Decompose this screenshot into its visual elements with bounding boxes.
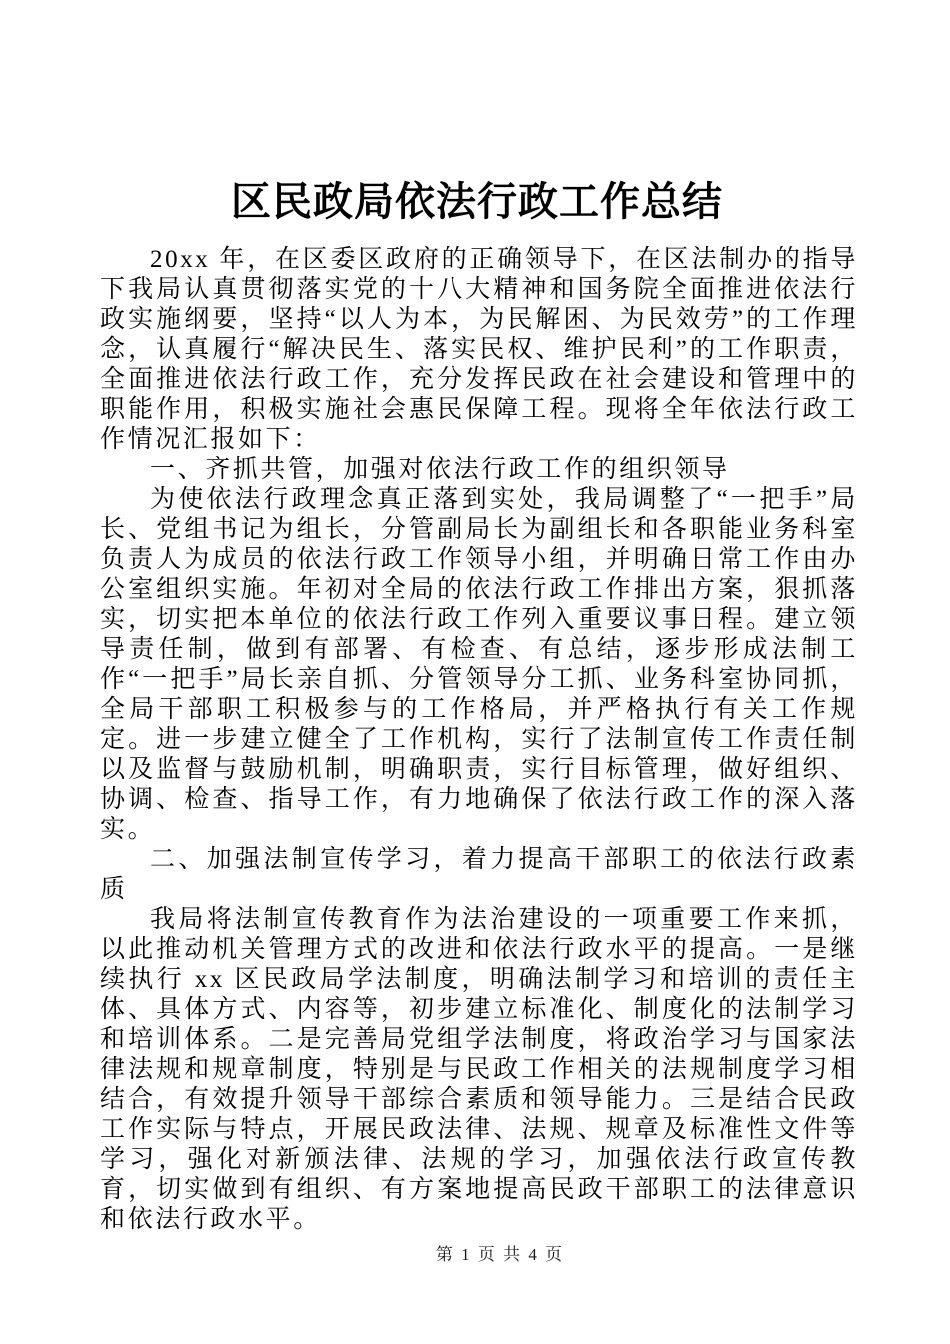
section-1-paragraph: 为使依法行政理念真正落到实处，我局调整了“一把手”局长、党组书记为组长，分管副局长为副组长和各职能业务科室负责人为成员的依法行政工作领导小组，并明确日常工作由办公室组织实施。年初对全局的依法行政工作排出方案，狠抓落实，切实把本单位的依法行政工作列入重要议事日程。建立领导责任制，做到有部署、有检查、有总结，逐步形成法制工作“一把手”局长亲自抓、分管领导分工抓、业务科室协同抓，全局干部职工积极参与的工作格局，并严格执行有关工作规定。进一步建立健全了工作机构，实行了法制宣传工作责任制以及监督与鼓励机制，明确职责，实行目标管理，做好组织、协调、检查、指导工作，有力地确保了依法行政工作的深入落实。: [100, 486, 858, 843]
document-title: 区民政局依法行政工作总结: [231, 179, 723, 224]
paragraph-intro: 20xx 年，在区委区政府的正确领导下，在区法制办的指导下我局认真贯彻落实党的十八大精神和国务院全面推进依法行政实施纲要，坚持“以人为本，为民解困、为民效劳”的工作理念，认真履行“解决民生、落实民权、维护民利”的工作职责，全面推进依法行政工作，充分发挥民政在社会建设和管理中的职能作用，积极实施社会惠民保障工程。现将全年依法行政工作情况汇报如下：: [100, 246, 858, 453]
page-footer: [0, 1243, 950, 1267]
section-2-heading: 二、加强法制宣传学习，着力提高干部职工的依法行政素质: [100, 846, 858, 903]
section-2-paragraph: 我局将法制宣传教育作为法治建设的一项重要工作来抓，以此推动机关管理方式的改进和依法行政水平的提高。一是继续执行 xx 区民政局学法制度，明确法制学习和培训的责任主体、具体方式、内容等，初步建立标准化、制度化的法制学习和培训体系。二是完善局党组学法制度，将政治学习与国家法律法规和规章制度，特别是与民政工作相关的法规制度学习相结合，有效提升领导干部综合素质和领导能力。三是结合民政工作实际与特点，开展民政法律、法规、规章及标准性文件等学习，强化对新颁法律、法规的学习，加强依法行政宣传教育，切实做到有组织、有方案地提高民政干部职工的法律意识和依法行政水平。: [100, 906, 858, 1233]
document-body: [100, 245, 858, 1235]
page-number-label: 第 1 页 共 4 页: [435, 1245, 565, 1264]
section-1-heading: 一、齐抓共管，加强对依法行政工作的组织领导: [150, 456, 730, 483]
